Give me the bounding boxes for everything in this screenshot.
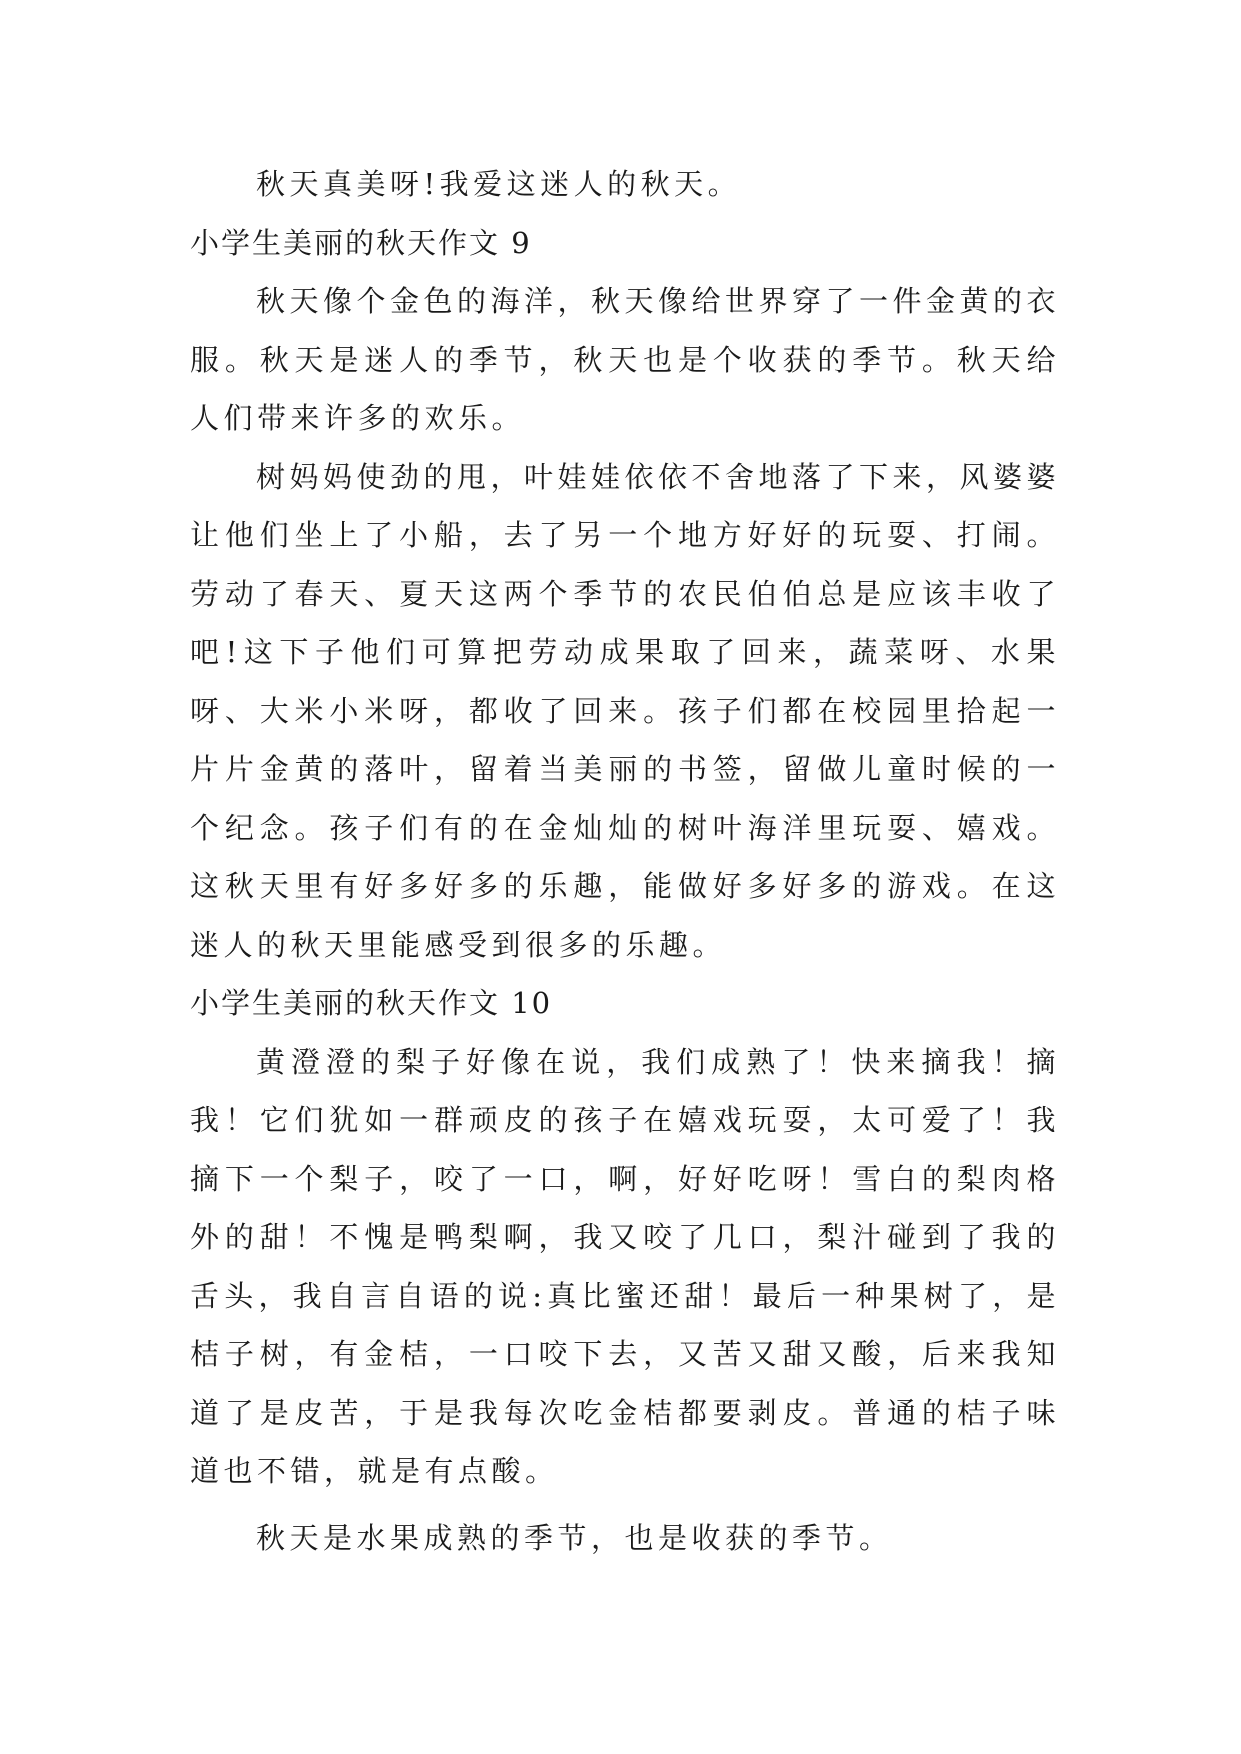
paragraph-9-body: 树妈妈使劲的甩，叶娃娃依依不舍地落了下来，风婆婆让他们坐上了小船，去了另一个地方好好的玩耍、打闹。劳动了春天、夏天这两个季节的农民伯伯总是应该丰收了吧!这下子他们可算把劳动成果取了回来，蔬菜呀、水果呀、大米小米呀，都收了回来。孩子们都在校园里拾起一片片金黄的落叶，留着当美丽的书签，留做儿童时候的一个纪念。孩子们有的在金灿灿的树叶海洋里玩耍、嬉戏。这秋天里有好多好多的乐趣，能做好多好多的游戏。在这迷人的秋天里能感受到很多的乐趣。 bbox=[190, 459, 1061, 962]
document-body bbox=[190, 155, 1060, 1567]
essay-heading-9: 小学生美丽的秋天作文 9 bbox=[190, 225, 532, 260]
paragraph-closing-8: 秋天真美呀!我爱这迷人的秋天。 bbox=[256, 167, 742, 201]
paragraph-9-intro: 秋天像个金色的海洋，秋天像给世界穿了一件金黄的衣服。秋天是迷人的季节，秋天也是个收获的季节。秋天给人们带来许多的欢乐。 bbox=[190, 284, 1061, 435]
essay-heading-10: 小学生美丽的秋天作文 10 bbox=[190, 986, 553, 1020]
paragraph-10-closing: 秋天是水果成熟的季节，也是收获的季节。 bbox=[256, 1520, 893, 1555]
paragraph-10-body: 黄澄澄的梨子好像在说，我们成熟了！快来摘我！摘我！它们犹如一群顽皮的孩子在嬉戏玩耍，太可爱了！我摘下一个梨子，咬了一口，啊，好好吃呀！雪白的梨肉格外的甜！不愧是鸭梨啊，我又咬了几口，梨汁碰到了我的舌头，我自言自语的说:真比蜜还甜！最后一种果树了，是桔子树，有金桔，一口咬下去，又苦又甜又酸，后来我知道了是皮苦，于是我每次吃金桔都要剥皮。普通的桔子味道也不错，就是有点酸。 bbox=[190, 1044, 1060, 1488]
